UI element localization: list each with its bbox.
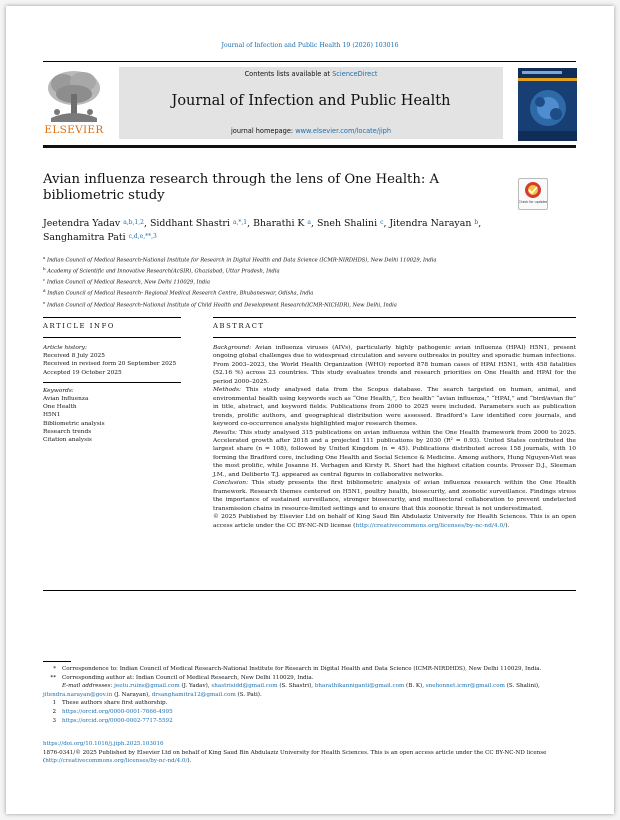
abstract-methods bbox=[213, 386, 576, 428]
affiliation-item bbox=[43, 287, 576, 298]
article-info bbox=[43, 344, 181, 444]
email-owner: (S. Shalini), bbox=[504, 683, 540, 690]
section-label: Conclusion: bbox=[213, 480, 249, 487]
email-link[interactable]: drsanghamitra12@gmail.com bbox=[151, 691, 236, 698]
affiliation-item bbox=[43, 265, 576, 276]
affiliation-item bbox=[43, 276, 576, 287]
section-label: Background: bbox=[213, 345, 252, 351]
keywords-label: Keywords: bbox=[43, 387, 74, 394]
author-marks[interactable]: c,d,e,**,3 bbox=[128, 232, 157, 240]
author-marks[interactable]: a,*,1 bbox=[232, 219, 248, 226]
doi-block bbox=[43, 740, 576, 766]
abstract-results bbox=[213, 429, 576, 480]
badge-text: Check for updates bbox=[519, 200, 547, 204]
footnote-item bbox=[43, 699, 576, 708]
affiliation-text: Indian Council of Medical Research- Regional Medical Research Centre, Bhubaneswar, Odisha, India bbox=[47, 291, 314, 298]
sciencedirect-link[interactable]: ScienceDirect bbox=[332, 70, 378, 78]
running-header[interactable]: Journal of Infection and Public Health 19 (2026) 103016 bbox=[221, 42, 399, 49]
keyword: Bibliometric analysis bbox=[43, 420, 105, 427]
section-text: Avian influenza viruses (AIVs), particularly highly pathogenic avian influenza (HPAI) H5N1, present ongoing global challenges due to widespread circulation and severe outbreaks in poultry and sporadic human infections. From 2003–2023, the World Health Organization (WHO) reported 878 human cases of HPAI H5N1, with 458 fatalities (52.16 %) across 23 countries. This study evaluates trends and research priorities on One Health and HPAI for the period 2000–2025. bbox=[213, 345, 576, 385]
email-label: E-mail addresses: bbox=[62, 683, 113, 690]
email-owner: (B. K), bbox=[404, 683, 426, 690]
email-line bbox=[43, 682, 576, 691]
footnote-item bbox=[43, 717, 576, 726]
keyword: H5N1 bbox=[43, 412, 61, 419]
orcid-link[interactable]: https://orcid.org/0000-0002-7717-5592 bbox=[62, 717, 173, 724]
footnote-text: Corresponding author at: Indian Council of Medical Research, New Delhi 110029, India. bbox=[62, 674, 314, 681]
article-info-heading: ARTICLE INFO bbox=[43, 322, 116, 330]
homepage-link[interactable]: www.elsevier.com/locate/jiph bbox=[295, 127, 392, 135]
affiliation-mark: e bbox=[43, 299, 46, 305]
paren-close: ). bbox=[187, 758, 192, 765]
copyright-text: © 2025 Published by Elsevier Ltd on behalf of King Saud Bin Abdulaziz University for Health Sciences. This is an open access article under the CC BY-NC-ND license ( bbox=[213, 514, 576, 529]
history-label: Article history: bbox=[43, 345, 87, 351]
divider bbox=[43, 382, 181, 383]
footnote-mark: 1 bbox=[52, 700, 56, 707]
divider bbox=[213, 317, 576, 318]
abstract-body bbox=[213, 344, 576, 530]
affiliation-text: Academy of Scientific and Innovative Research(AcSIR), Ghaziabad, Uttar Pradesh, India bbox=[47, 268, 280, 275]
affiliation-text: Indian Council of Medical Research, New Delhi 110029, India bbox=[46, 280, 210, 287]
affiliation-item bbox=[43, 254, 576, 265]
footnote-text: These authors share first authorship. bbox=[62, 700, 168, 707]
email-owner: (J. Narayan), bbox=[112, 691, 152, 698]
footnote-text: Correspondence to: Indian Council of Medical Research-National Institute for Research in Digital Health and Data Science (ICMR-NIRDHDS), New Delhi 110029, India. bbox=[62, 666, 542, 672]
keyword: Avian Influenza bbox=[43, 396, 89, 403]
affiliation-item bbox=[43, 299, 576, 310]
divider bbox=[43, 337, 181, 338]
abstract-heading: ABSTRACT bbox=[213, 322, 265, 330]
author-name: Jeetendra Yadav bbox=[43, 218, 121, 229]
license-link[interactable]: http://creativecommons.org/licenses/by-nc-nd/4.0/ bbox=[355, 522, 506, 529]
email-line bbox=[43, 691, 576, 700]
issn-text: 1876-0341/© 2025 Published by Elsevier Ltd on behalf of King Saud Bin Abdulaziz University for Health Sciences. This is an open access article under the CC BY-NC-ND license bbox=[43, 749, 547, 756]
email-link[interactable]: bharathikanniganti@gmail.com bbox=[314, 683, 405, 690]
footnote-mark: 3 bbox=[52, 717, 56, 724]
footnote-mark: 2 bbox=[52, 708, 56, 715]
email-link[interactable]: jeetu.ruins@gmail.com bbox=[114, 683, 180, 690]
email-owner: (S. Shastri), bbox=[277, 683, 315, 690]
check-for-updates-icon[interactable] bbox=[518, 178, 548, 210]
author-marks[interactable]: a,b,1,2 bbox=[123, 219, 144, 226]
footnote-mark: * bbox=[53, 666, 56, 672]
orcid-link[interactable]: https://orcid.org/0000-0001-7666-4995 bbox=[62, 708, 173, 715]
author-name: Siddhant Shastri bbox=[149, 218, 230, 229]
author-name: Sanghamitra Pati bbox=[43, 231, 126, 243]
footnote-item bbox=[43, 665, 576, 674]
history-item: Received in revised form 20 September 2025 bbox=[43, 361, 177, 368]
contents-line bbox=[119, 70, 503, 78]
author-name: Sneh Shalini bbox=[316, 218, 378, 229]
license-line bbox=[43, 757, 576, 766]
affiliation-text: Indian Council of Medical Research-National Institute of Child Health and Development Research(ICMR-NICHDR), New Delhi, India bbox=[47, 302, 397, 309]
copyright-end: ). bbox=[505, 522, 510, 529]
email-owner: (J. Yadav), bbox=[179, 683, 212, 690]
email-link[interactable]: jitendra.narayan@gov.in bbox=[43, 691, 113, 698]
affiliation-text: Indian Council of Medical Research-National Institute for Research in Digital Health and Data Science (ICMR-NIRDHDS), New Delhi 110029, India bbox=[47, 257, 437, 264]
divider bbox=[43, 61, 576, 62]
section-label: Methods: bbox=[213, 387, 242, 394]
issn-line bbox=[43, 749, 576, 758]
author-marks[interactable]: a bbox=[307, 219, 311, 226]
author-marks[interactable]: b bbox=[474, 219, 479, 226]
elsevier-wordmark: ELSEVIER bbox=[44, 124, 104, 136]
affiliation-mark: c bbox=[43, 277, 46, 283]
elsevier-tree-logo-icon bbox=[43, 68, 105, 124]
article-page bbox=[6, 6, 614, 814]
footnote-item bbox=[43, 674, 576, 683]
divider bbox=[43, 317, 181, 318]
section-text: This study analysed data from the Scopus database. The search targeted on human, animal, and environmental health using keywords such as “One Health,”, Eco health” “avian influenza,” “HPAI,” and “bird/avian flu” in title, abstract, and keyword fields. Publications from 2000 to 2025 were included. Parameters such as publication trends, prolific authors, and geographical distribution were assessed. Bradford’s Law identified core journals, and keyword co-occurrence analysis highlighted major research themes. bbox=[213, 387, 576, 428]
affiliation-list bbox=[43, 254, 576, 310]
affiliation-mark: b bbox=[43, 266, 46, 272]
keyword: One Health bbox=[43, 404, 77, 411]
contents-label: Contents lists available at bbox=[244, 70, 333, 78]
abstract-conclusion bbox=[213, 479, 576, 513]
divider bbox=[213, 337, 576, 338]
section-text: This study analysed 315 publications on avian influenza within the One Health framework from 2000 to 2025. Accelerated growth after 2018 and a projected 111 publications by 2030 (R² = 0.93). United States contributed the largest share (n = 108), followed by United Kingdom (n = 45). Publications distributed across 158 journals, with 10 forming the Bradford core, including One Health and Social Science & Medicine. Among authors, Hung Nguyen-Viet was the most prolific, while Josanne H. Verhagen and Kirsty R. Short had the highest citation counts. Prosser D.J., Sleeman J.M., and Deliberto T.J. appeared as central figures in collaborative networks. bbox=[213, 429, 576, 478]
footnote-item bbox=[43, 708, 576, 717]
homepage-label: journal homepage: bbox=[230, 127, 296, 135]
abstract-background bbox=[213, 344, 576, 386]
journal-name: Journal of Infection and Public Health bbox=[171, 93, 451, 109]
footnotes bbox=[43, 665, 576, 725]
masthead-rule bbox=[43, 145, 576, 148]
history-item: Accepted 19 October 2025 bbox=[43, 369, 122, 376]
email-link[interactable]: shastrisidd@gmail.com bbox=[211, 683, 278, 690]
author-name: Jitendra Narayan bbox=[389, 218, 472, 229]
email-link[interactable]: snehonnet.icmr@gmail.com bbox=[425, 683, 505, 690]
doi-link[interactable]: https://doi.org/10.1016/j.jiph.2025.103016 bbox=[43, 741, 164, 747]
affiliation-mark: a bbox=[43, 255, 46, 260]
author-marks[interactable]: c bbox=[380, 219, 384, 226]
footnote-mark: ** bbox=[50, 674, 56, 681]
author-list: Jeetendra Yadav $^{a,b,1,2}$, Siddhant Shastri $^{a,*,1}$, Bharathi K $^a$, Sneh Shalini $^c$, Jitendra Narayan $^b$, Sanghamitra Pati $^{c,d,e,**,3}$ bbox=[43, 218, 482, 243]
section-label: Results: bbox=[213, 429, 237, 436]
email-owner: (S. Pati). bbox=[235, 691, 262, 698]
article-title: Avian influenza research through the lens of One Health: A bibliometric study bbox=[43, 172, 439, 203]
keyword: Research trends bbox=[43, 428, 92, 435]
paren-open: ( bbox=[43, 758, 46, 765]
homepage-line bbox=[119, 127, 503, 135]
journal-cover-icon bbox=[518, 68, 577, 141]
affiliation-mark: d bbox=[43, 288, 46, 294]
license-link[interactable]: http://creativecommons.org/licenses/by-nc-nd/4.0/ bbox=[45, 758, 188, 765]
footnote-rule bbox=[43, 661, 71, 662]
author-name: Bharathi K bbox=[253, 218, 305, 229]
keyword: Citation analysis bbox=[43, 437, 92, 444]
abstract-copyright bbox=[213, 513, 576, 530]
section-text: This study presents the first bibliometric analysis of avian influenza research within the One Health framework. Research themes centered on H5N1, poultry health, biosecurity, and zoonotic surveillance. Findings stress the importance of sustained surveillance, stronger biosecurity, and multisectoral collaboration to prevent undetected transmission chains in resource-limited settings and to ensure that this zoonotic threat is not underestimated. bbox=[213, 480, 576, 512]
divider bbox=[43, 590, 576, 591]
history-item: Received 8 July 2025 bbox=[43, 353, 105, 360]
